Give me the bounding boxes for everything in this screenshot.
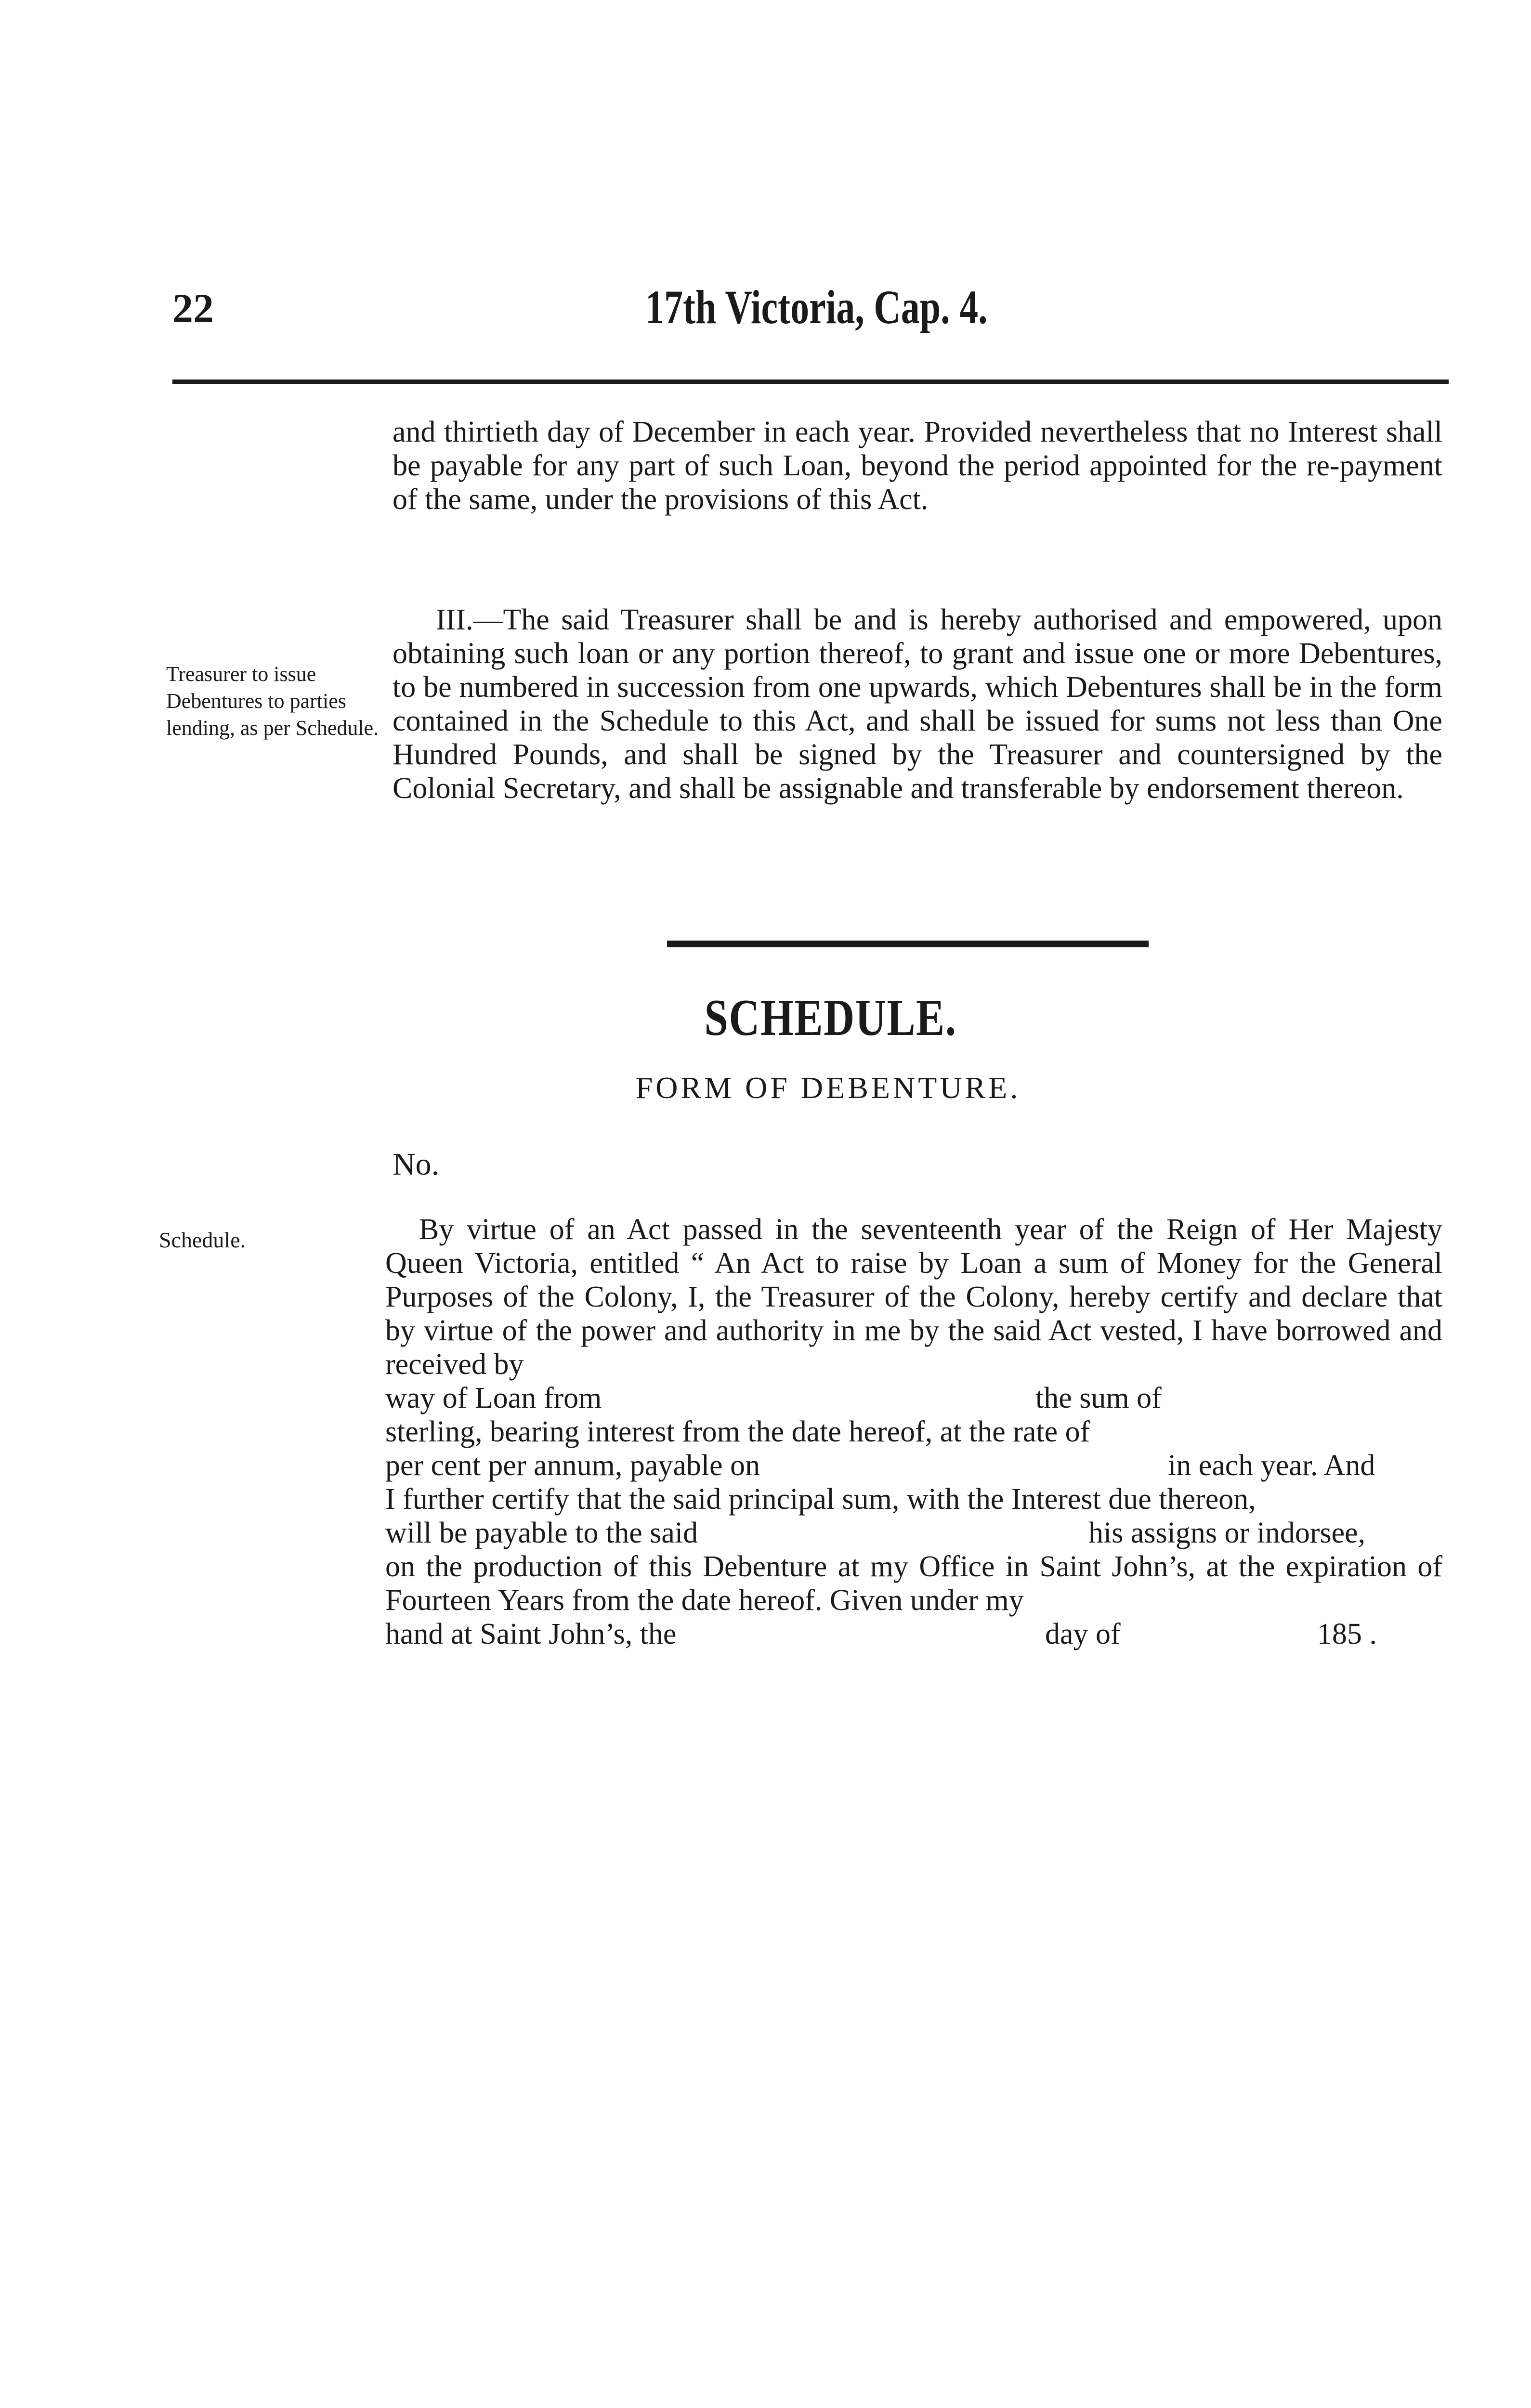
header-rule bbox=[172, 380, 1449, 384]
form-line-signature bbox=[385, 1617, 1445, 1651]
section-divider-rule bbox=[667, 941, 1149, 947]
form-line-percent-payable: in each year. And bbox=[1168, 1449, 1375, 1482]
marginal-note-schedule: Schedule. bbox=[159, 1228, 246, 1252]
form-line-signature-place: hand at Saint John’s, the bbox=[385, 1618, 677, 1650]
form-subheading-text: FORM OF DEBENTURE. bbox=[635, 1071, 1021, 1105]
form-line-sterling bbox=[385, 1415, 1445, 1449]
schedule-opening-paragraph: By virtue of an Act passed in the seventeenth year of the Reign of Her Majesty Queen Victoria, entitled “ An Act to raise by Loan a sum of Money for the General Purposes of the Colony, I, the Treasurer of the Colony, hereby certify and declare that by virtue of the power and authority in me by the said Act vested, I have borrowed and received by bbox=[385, 1213, 1442, 1381]
form-line-further bbox=[385, 1482, 1445, 1516]
schedule-heading bbox=[0, 988, 1531, 1048]
form-line-payable-assigns: his assigns or indorsee, bbox=[1088, 1517, 1366, 1549]
form-subheading bbox=[0, 1070, 1531, 1106]
marginal-note-section-iii: Treasurer to issue Debentures to parties lending, as per Schedule. bbox=[166, 662, 379, 740]
form-line-percent-rate: per cent per annum, payable on bbox=[385, 1449, 760, 1482]
form-line-payable-to: will be payable to the said bbox=[385, 1517, 698, 1549]
form-line-loan-lender: way of Loan from bbox=[385, 1382, 602, 1414]
form-line-signature-day: day of bbox=[1045, 1618, 1121, 1650]
form-line-loan-sum: the sum of bbox=[1035, 1382, 1162, 1414]
form-line-further-text: I further certify that the said principal sum, with the Interest due thereon, bbox=[385, 1483, 1256, 1516]
form-line-sterling-text: sterling, bearing interest from the date hereof, at the rate of bbox=[385, 1415, 1090, 1448]
debenture-number-label: No. bbox=[393, 1147, 440, 1182]
form-line-payable bbox=[385, 1516, 1445, 1550]
form-line-percent bbox=[385, 1449, 1445, 1482]
section-iii-paragraph: III.—The said Treasurer shall be and is hereby authorised and empowered, upon obtaining such loan or any portion thereof, to grant and issue one or more Debentures, to be numbered in succession from one upwards, which Debentures shall be in the form contained in the Schedule to this Act, and shall be issued for sums not less than One Hundred Pounds, and shall be signed by the Treasurer and countersigned by the Colonial Secretary, and shall be assignable and transferable by endorsement thereon. bbox=[393, 603, 1442, 805]
running-title: 17th Victoria, Cap. 4. bbox=[645, 280, 988, 334]
form-line-loan bbox=[385, 1381, 1445, 1415]
form-line-signature-year: 185 . bbox=[1317, 1618, 1377, 1650]
schedule-closing-paragraph: on the production of this Debenture at my Office in Saint John’s, at the expiration of Fourteen Years from the date hereof. Given under my bbox=[385, 1550, 1442, 1617]
schedule-heading-text: SCHEDULE. bbox=[704, 989, 957, 1047]
continuation-paragraph: and thirtieth day of December in each year. Provided nevertheless that no Interest shall be payable for any part of such Loan, beyond the period appointed for the re-payment of the same, under the provisions of this Act. bbox=[393, 416, 1442, 516]
page-number: 22 bbox=[172, 285, 214, 331]
